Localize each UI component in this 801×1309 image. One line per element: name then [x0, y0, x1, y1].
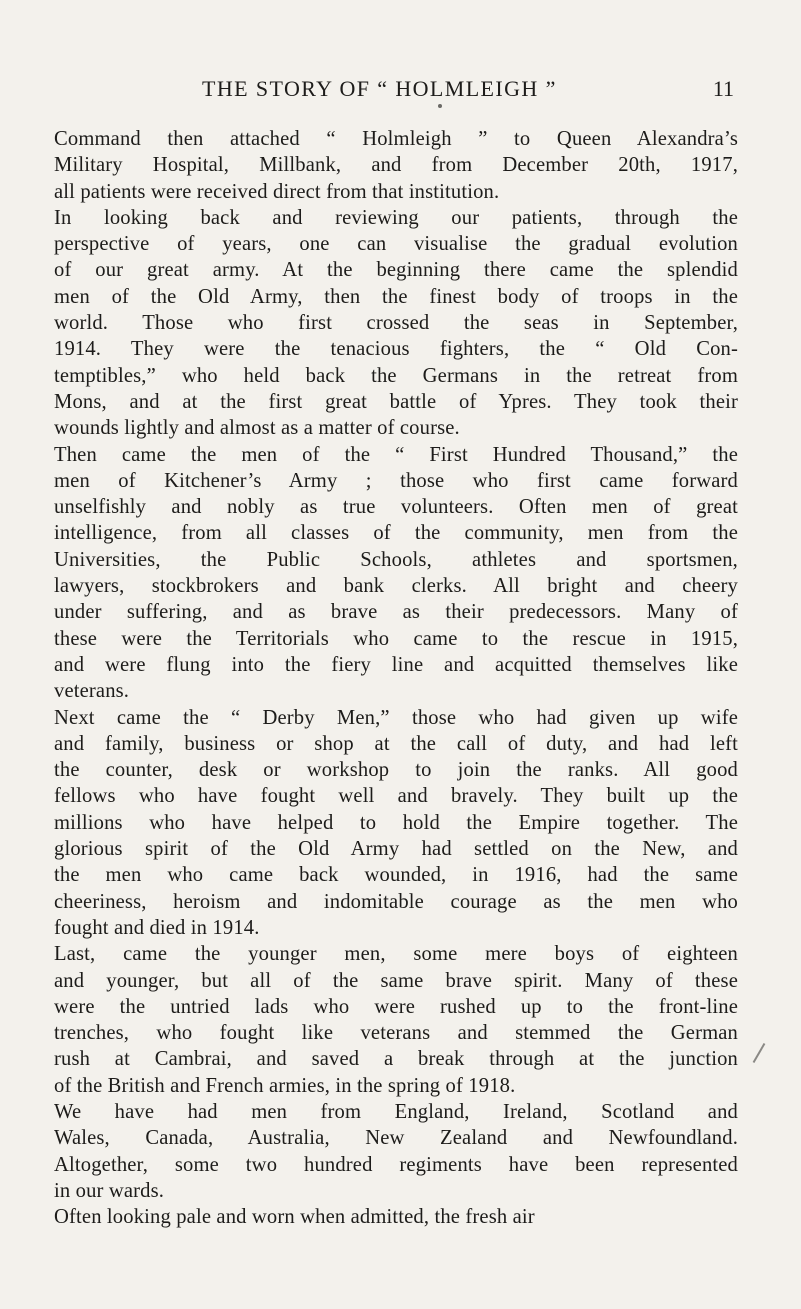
text-line: were the untried lads who were rushed up to the front-line [54, 995, 738, 1018]
text-line: and family, business or shop at the call of duty, and had left [54, 732, 738, 755]
margin-mark [753, 1043, 766, 1063]
text-line: these were the Territorials who came to the rescue in 1915, [54, 627, 738, 650]
page-header [54, 76, 734, 110]
text-line: and were flung into the fiery line and acquitted themselves like [54, 653, 738, 676]
text-line: trenches, who fought like veterans and stemmed the German [54, 1022, 738, 1045]
paragraph [54, 205, 738, 442]
paragraph [54, 1204, 738, 1230]
text-line: wounds lightly and almost as a matter of course. [54, 417, 460, 440]
text-line: world. Those who first crossed the seas in September, [54, 312, 738, 335]
text-line: Command then attached “ Holmleigh ” to Queen Alexandra’s [54, 128, 738, 150]
text-line: Next came the “ Derby Men,” those who had given up wife [54, 706, 738, 729]
text-line: the counter, desk or workshop to join the ranks. All good [54, 759, 738, 782]
text-line: In looking back and reviewing our patients, through the [54, 206, 738, 229]
text-line: lawyers, stockbrokers and bank clerks. All bright and cheery [54, 575, 738, 598]
text-line: cheeriness, heroism and indomitable courage as the men who [54, 890, 738, 913]
text-line: of our great army. At the beginning there came the splendid [54, 259, 738, 282]
text-line: fellows who have fought well and bravely. They built up the [54, 785, 738, 808]
text-line: of the British and French armies, in the spring of 1918. [54, 1074, 516, 1097]
paragraph [54, 705, 738, 942]
text-line: millions who have helped to hold the Empire together. The [54, 811, 738, 834]
text-line: fought and died in 1914. [54, 916, 260, 939]
paragraph [54, 126, 738, 205]
text-line: We have had men from England, Ireland, Scotland and [54, 1100, 738, 1123]
body-text [54, 126, 738, 1230]
text-line: Last, came the younger men, some mere boys of eighteen [54, 943, 738, 966]
text-line: Wales, Canada, Australia, New Zealand and Newfoundland. [54, 1127, 738, 1150]
text-line: temptibles,” who held back the Germans in the retreat from [54, 364, 738, 387]
text-line: glorious spirit of the Old Army had settled on the New, and [54, 838, 738, 861]
text-line: perspective of years, one can visualise the gradual evolution [54, 233, 738, 256]
text-line: Mons, and at the first great battle of Ypres. They took their [54, 390, 738, 413]
text-line: men of Kitchener’s Army ; those who first came forward [54, 469, 738, 492]
text-line: Altogether, some two hundred regiments have been represented [54, 1153, 738, 1176]
paragraph [54, 941, 738, 1099]
ink-speck [438, 104, 442, 108]
text-line: rush at Cambrai, and saved a break through at the junction [54, 1048, 738, 1071]
text-line: the men who came back wounded, in 1916, had the same [54, 864, 738, 887]
text-line: under suffering, and as brave as their predecessors. Many of [54, 601, 738, 624]
paragraph [54, 1099, 738, 1204]
text-line: Universities, the Public Schools, athletes and sportsmen, [54, 548, 738, 571]
text-line: in our wards. [54, 1179, 165, 1202]
text-line: men of the Old Army, then the finest body of troops in the [54, 285, 738, 308]
page-number: 11 [712, 76, 734, 101]
paragraph [54, 442, 738, 705]
text-line: Then came the men of the “ First Hundred Thousand,” the [54, 443, 738, 466]
text-line: veterans. [54, 680, 130, 703]
text-line: Military Hospital, Millbank, and from December 20th, 1917, [54, 154, 738, 177]
running-title: THE STORY OF “ HOLMLEIGH ” [202, 76, 557, 101]
text-line: unselfishly and nobly as true volunteers. Often men of great [54, 496, 738, 519]
text-line: intelligence, from all classes of the community, men from the [54, 522, 738, 545]
text-line: Often looking pale and worn when admitted, the fresh air [54, 1206, 535, 1229]
text-line: and younger, but all of the same brave spirit. Many of these [54, 969, 738, 992]
text-line: all patients were received direct from that institution. [54, 180, 500, 203]
text-line: 1914. They were the tenacious fighters, the “ Old Con- [54, 338, 738, 361]
